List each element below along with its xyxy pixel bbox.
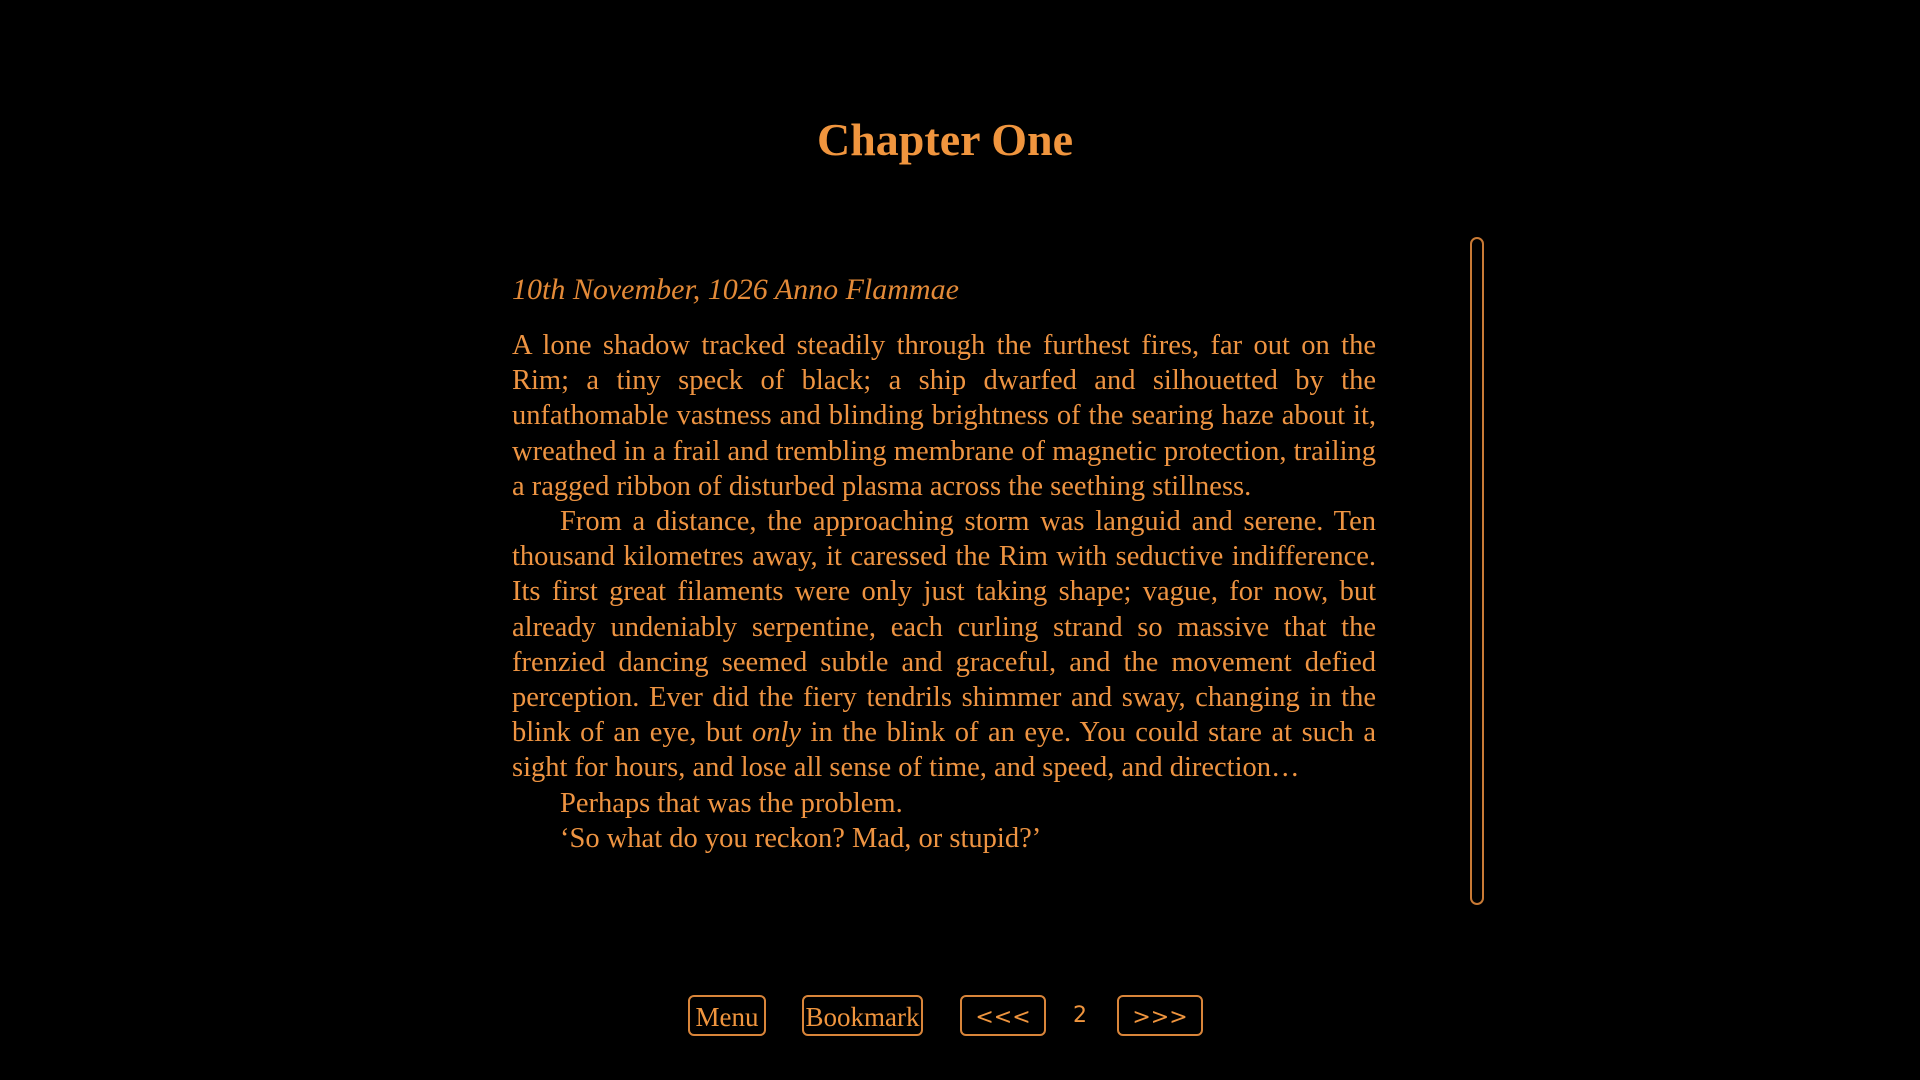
chapter-title: Chapter One: [817, 114, 1073, 165]
paragraph-1: A lone shadow tracked steadily through the furthest fires, far out on the Rim; a tiny speck of black; a ship dwarfed and silhouetted by the unfathomable vastness and blinding brightness of the searing haze about it, wreathed in a frail and trembling membrane of magnetic protection, trailing a ragged ribbon of disturbed plasma across the seething stillness.: [512, 330, 1376, 502]
dateline: 10th November, 1026 Anno Flammae: [512, 273, 959, 306]
next-page-button[interactable]: >>>: [1117, 995, 1203, 1036]
paragraph-2-text-before: From a distance, the approaching storm was languid and serene. Ten thousand kilometres away, it caressed the Rim with seductive indifference. Its first great filaments were only just taking shape; vague, for now, but already undeniably serpentine, each curling strand so massive that the frenzied dancing seemed subtle and graceful, and the movement defied perception. Ever did the fiery tendrils shimmer and sway, changing in the blink of an eye, but: [512, 506, 1376, 749]
paragraph-2: [512, 504, 1376, 786]
navigation-bar: [0, 995, 1920, 1040]
paragraph-2-emphasis: only: [751, 717, 802, 749]
paragraph-2-text-after: in the blink of an eye. You could stare at such a sight for hours, and lose all sense of time, and speed, and direction…: [512, 717, 1376, 784]
previous-page-button[interactable]: <<<: [960, 995, 1046, 1036]
page-number: 2: [1073, 1003, 1087, 1028]
paragraph-4: ‘So what do you reckon? Mad, or stupid?’: [560, 822, 1042, 854]
story-text-area: [512, 270, 1376, 890]
paragraph-3: Perhaps that was the problem.: [560, 787, 903, 819]
bookmark-button[interactable]: Bookmark: [802, 995, 923, 1036]
menu-button[interactable]: Menu: [688, 995, 766, 1036]
vertical-scrollbar[interactable]: [1470, 237, 1484, 905]
